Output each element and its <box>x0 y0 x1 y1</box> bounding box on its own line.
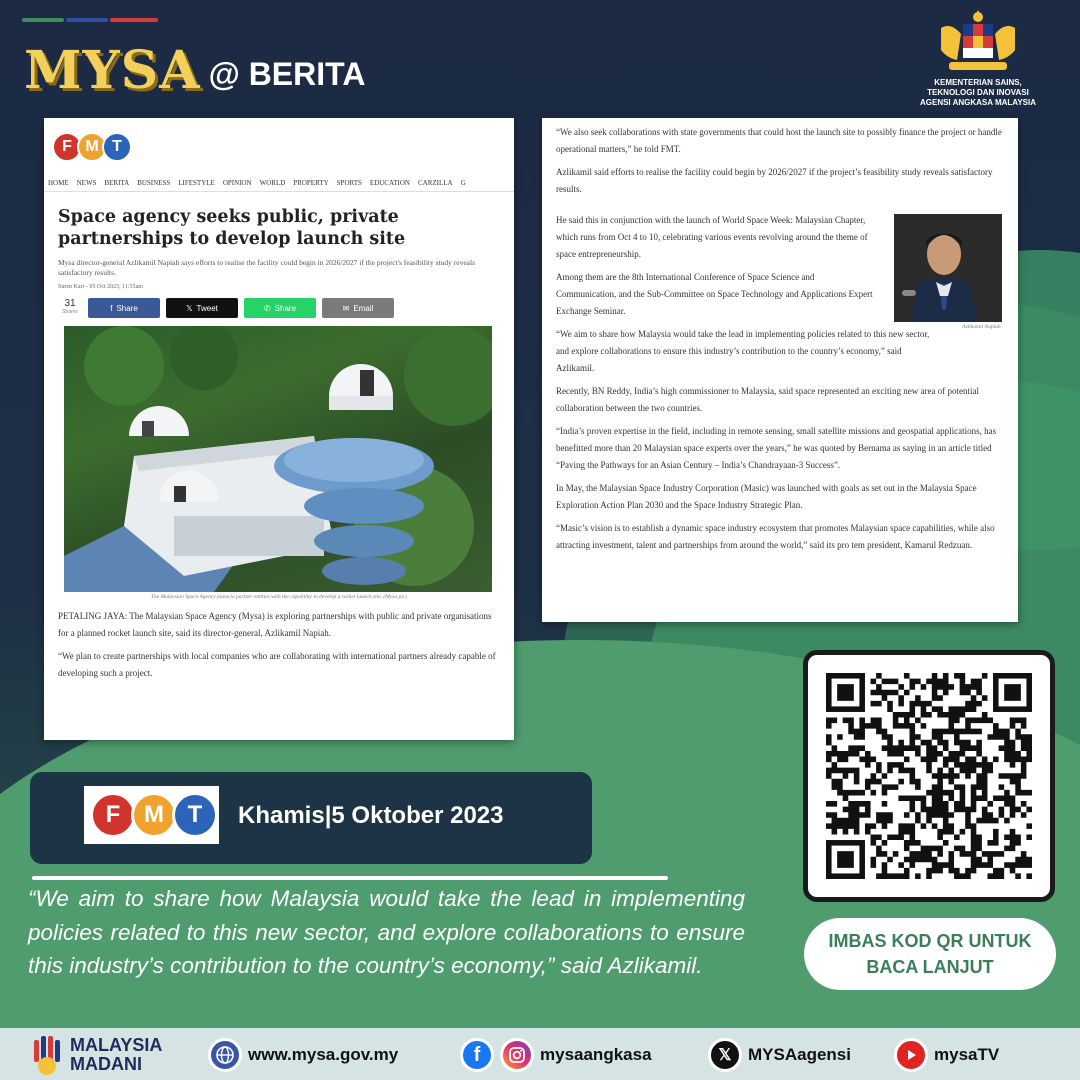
share-count-value: 31 <box>64 298 76 309</box>
brand-logo-text: MYSA <box>24 40 201 101</box>
share-count-label: Shares <box>62 309 78 315</box>
fmt-logo-letter: F <box>90 792 136 838</box>
brand-header <box>24 40 365 101</box>
photo-caption: The Malaysian Space Agency plans to partner entities with the capability to develop a rocket launch site. (Mysa pic) <box>150 594 408 600</box>
article-paragraph: “We also seek collaborations with state governments that could host the launch site to possibly finance the project or handle operational matters,” he told FMT. <box>556 127 1002 154</box>
ministry-line: TEKNOLOGI DAN INOVASI <box>927 88 1029 97</box>
fmt-logo-letter: T <box>102 132 132 162</box>
share-button-label: Share <box>274 303 297 313</box>
qr-finder-pattern <box>837 851 854 868</box>
article-body-continued <box>542 118 1018 554</box>
nav-item[interactable]: G <box>460 178 466 187</box>
article-section <box>556 212 1002 377</box>
pull-quote: “We aim to share how Malaysia would take the lead in implementing policies related to this new sector, and explore collaborations to ensure this industry’s contribution to the country’s economy,” said Azlikamil. <box>28 886 745 978</box>
qr-finder-pattern <box>1004 684 1021 701</box>
x-icon: 𝕏 <box>186 303 193 313</box>
youtube-handle: mysaTV <box>934 1045 1000 1064</box>
ministry-name <box>908 78 1048 108</box>
article-byline: Suren Karr - 05 Oct 2023, 11:55am <box>58 284 143 290</box>
madani-hand-icon <box>30 1034 64 1076</box>
article-paragraph: “We plan to create partnerships with local companies who are collaborating with international partners already capable of developing such a project. <box>58 651 496 678</box>
email-share-button[interactable] <box>322 298 394 318</box>
share-button-label: Share <box>116 303 138 313</box>
fmt-logo-letter: M <box>77 132 107 162</box>
nav-item[interactable]: NEWS <box>76 178 97 187</box>
nav-item[interactable]: PROPERTY <box>293 178 329 187</box>
social-facebook-instagram[interactable] <box>460 1038 652 1072</box>
article-title: Space agency seeks public, private partnerships to develop launch site <box>58 207 406 249</box>
article-paragraph: “India’s proven expertise in the field, including in remote sensing, small satellite missions and geospatial applications, has benefitted more than 20 Malaysian space experts over the years,” he was quoted by Bernama as saying in an article titled “Paving the Pathways for an Asian Century – India’s Chandrayaan-3 Success”. <box>556 426 997 470</box>
article-screenshot-right <box>542 118 1018 622</box>
footer-bar <box>0 1028 1080 1080</box>
facebook-icon: f <box>110 303 113 313</box>
coat-of-arms-icon <box>935 8 1021 74</box>
fmt-logo <box>84 786 219 844</box>
whatsapp-share-button[interactable] <box>244 298 316 318</box>
share-button-label: Email <box>353 303 374 313</box>
madani-text <box>70 1036 162 1074</box>
share-button-label: Tweet <box>196 303 218 313</box>
article-header <box>44 118 514 174</box>
nav-item[interactable]: BUSINESS <box>137 178 171 187</box>
ministry-line: KEMENTERIAN SAINS, <box>934 78 1022 87</box>
website-link[interactable] <box>208 1038 398 1072</box>
section-title: @ BERITA <box>208 56 366 92</box>
x-share-button[interactable] <box>166 298 238 318</box>
nav-item[interactable]: OPINION <box>222 178 252 187</box>
article-paragraph: In May, the Malaysian Space Industry Corporation (Masic) was launched with goals as set out in the Malaysia Space Exploration Action Plan 2030 and the Space Industry Strategic Plan. <box>556 483 977 510</box>
madani-line: MALAYSIA <box>70 1035 163 1055</box>
article-photo <box>64 326 492 592</box>
social-youtube[interactable] <box>894 1038 999 1072</box>
malaysia-madani-logo <box>30 1034 162 1076</box>
accent-bar-blue <box>66 18 108 22</box>
website-text: www.mysa.gov.my <box>248 1045 399 1064</box>
nav-item[interactable]: CARZILLA <box>417 178 453 187</box>
article-paragraph: PETALING JAYA: The Malaysian Space Agency (Mysa) is exploring partnerships with public and private organisations for a planned rocket launch site, said its director-general, Azlikamil Napiah. <box>58 611 492 638</box>
portrait-photo <box>894 214 1002 322</box>
article-subtitle: Mysa director-general Azlikamil Napiah says efforts to realise the facility could begin in 2026/2027 if the project's feasibility study reveals satisfactory results. <box>58 258 475 277</box>
facebook-icon: f <box>460 1038 494 1072</box>
nav-item[interactable]: HOME <box>48 178 69 187</box>
portrait-figure <box>894 214 1002 330</box>
accent-bar-green <box>22 18 64 22</box>
qr-code-icon <box>808 655 1050 897</box>
fmt-logo-letter: F <box>52 132 82 162</box>
portrait-caption: Azlikamil Napiah. <box>962 324 1002 330</box>
x-icon: 𝕏 <box>708 1038 742 1072</box>
article-paragraph: Among them are the 8th International Conference of Space Science and Communication, and the Sub-Committee on Space Technology and Applications Expert Exchange Seminar. <box>556 272 873 316</box>
nav-item[interactable]: BERITA <box>104 178 130 187</box>
article-screenshot-left <box>44 118 514 740</box>
ministry-line: AGENSI ANGKASA MALAYSIA <box>919 98 1036 107</box>
nav-item[interactable]: SPORTS <box>336 178 362 187</box>
site-nav <box>44 174 514 192</box>
qr-finder-pattern <box>837 684 854 701</box>
qr-call-to-action: IMBAS KOD QR UNTUK BACA LANJUT <box>804 918 1056 990</box>
article-paragraph: Recently, BN Reddy, India’s high commissioner to Malaysia, said space represented an exciting new area of potential collaboration between the two countries. <box>556 386 979 413</box>
publish-date: Khamis|5 Oktober 2023 <box>238 802 504 829</box>
email-icon: ✉ <box>342 303 350 313</box>
article-paragraph: “Masic’s vision is to establish a dynamic space industry ecosystem that promotes Malaysian space capabilities, while also attracting investment, talent and partnerships from around the world,” said its pro tem president, Kamarul Redzuan. <box>556 523 995 550</box>
madani-line: MADANI <box>70 1054 142 1074</box>
nav-item[interactable]: LIFESTYLE <box>178 178 215 187</box>
date-panel <box>30 772 592 864</box>
share-count <box>58 299 82 317</box>
x-handle: MYSAagensi <box>748 1045 851 1064</box>
fmt-logo-letter: T <box>172 792 218 838</box>
nav-item[interactable]: EDUCATION <box>369 178 410 187</box>
instagram-icon <box>500 1038 534 1072</box>
globe-icon <box>208 1038 242 1072</box>
article-body <box>44 600 514 682</box>
article-paragraph: Azlikamil said efforts to realise the facility could begin by 2026/2027 if the project’s feasibility study reveals satisfactory results. <box>556 167 993 194</box>
facebook-share-button[interactable] <box>88 298 160 318</box>
instagram-handle: mysaangkasa <box>540 1045 652 1064</box>
fmt-logo-letter: M <box>131 792 177 838</box>
accent-bar-red <box>110 18 158 22</box>
qr-code[interactable] <box>803 650 1055 902</box>
article-paragraph: He said this in conjunction with the launch of World Space Week: Malaysian Chapter, which runs from Oct 4 to 10, celebrating various events revolving around the theme of space entrepreneurship. <box>556 215 868 259</box>
article-paragraph: “We aim to share how Malaysia would take the lead in implementing policies related to this new sector, and explore collaborations to ensure this industry’s contribution to the country’s economy,” said Azlikamil. <box>556 329 930 373</box>
share-bar <box>44 298 514 318</box>
whatsapp-icon: ✆ <box>263 303 271 313</box>
youtube-icon <box>894 1038 928 1072</box>
quote-divider <box>32 876 668 880</box>
nav-item[interactable]: WORLD <box>259 178 286 187</box>
fmt-logo <box>52 132 514 162</box>
social-x[interactable] <box>708 1038 851 1072</box>
ministry-logo <box>908 8 1048 108</box>
